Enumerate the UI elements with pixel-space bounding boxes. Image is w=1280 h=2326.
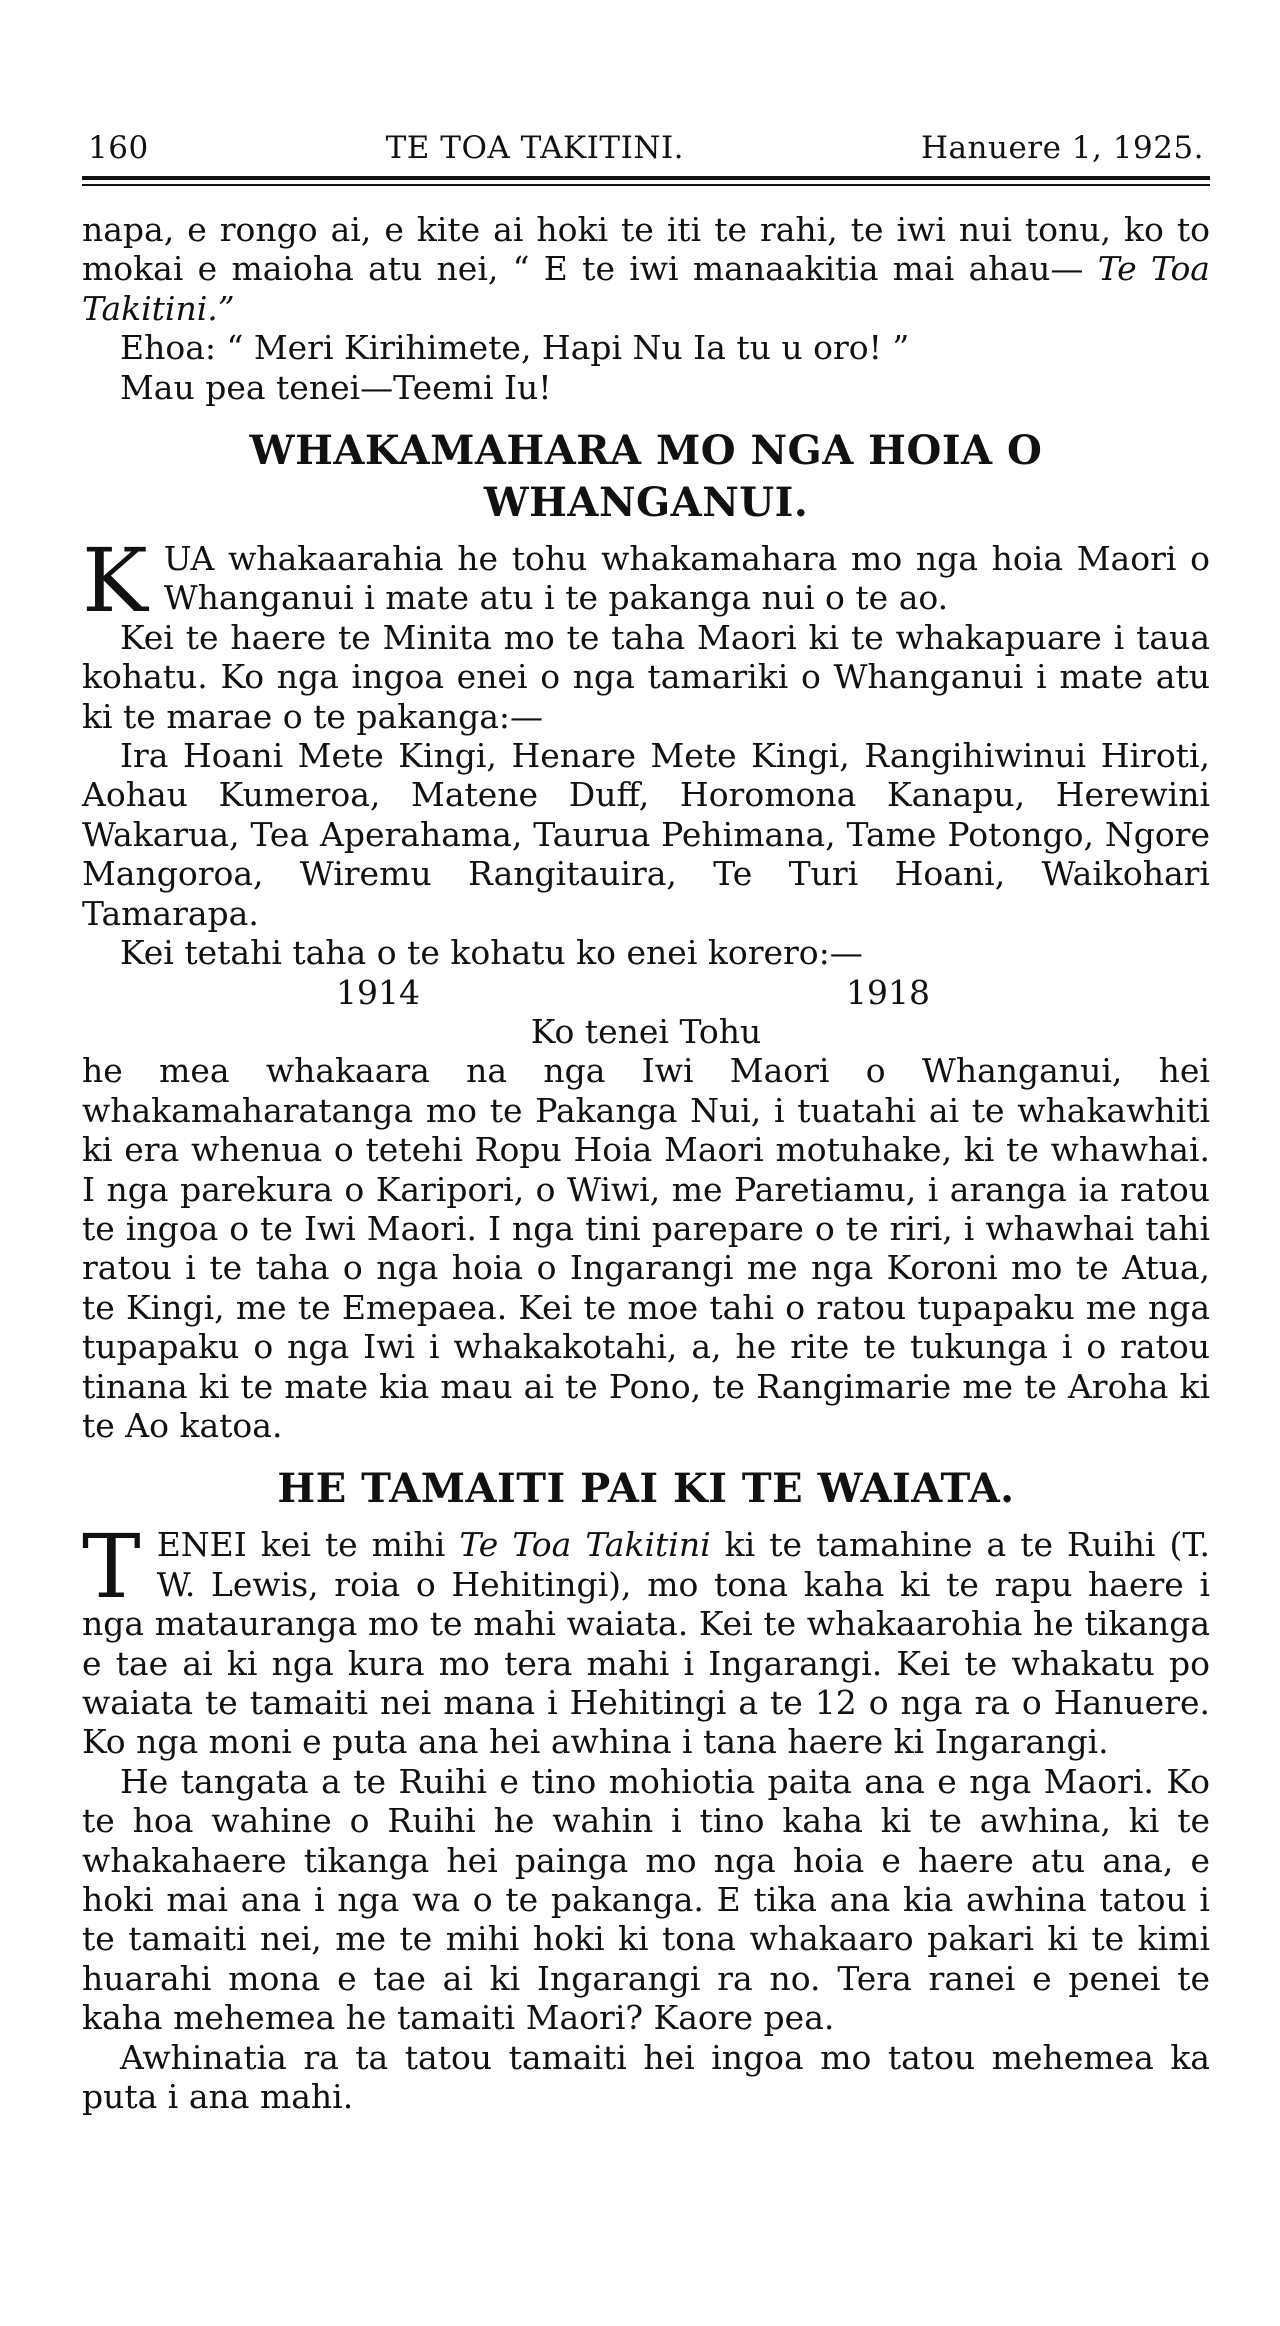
article2-para2: He tangata a te Ruihi e tino mohiotia paita ana e nga Maori. Ko te hoa wahine o Ruihi he wahin i tino kaha ki te awhina, ki te whakahaere tikanga hei painga mo nga hoia e haere atu ana, e hoki mai ana i nga wa o te pakanga. E tika ana kia awhina tatou i te tamaiti nei, me te mihi hoki ki tona whakaaro pakari ki te kimi huarahi mona e tae ai ki Ingarangi ra no. Tera ranei e penei te kaha mehemea he tamaiti Maori? Kaore pea. [82, 1761, 1210, 2038]
intro-paragraph [82, 210, 1210, 328]
intro-greeting: Ehoa: “ Meri Kirihimete, Hapi Nu Ia tu u oro! ” [120, 328, 910, 368]
running-header [82, 130, 1210, 166]
header-rule-thick [82, 176, 1210, 180]
article1-body [82, 529, 1210, 1445]
page [82, 130, 1210, 2116]
article1-para2: Kei te haere te Minita mo te taha Maori ki te whakapuare i taua kohatu. Ko nga ingoa enei o nga tamariki o Whanganui i mate atu ki te marae o te pakanga:— [82, 617, 1210, 736]
article2-para1 [82, 1515, 1210, 1762]
soldier-names: Ira Hoani Mete Kingi, Henare Mete Kingi, Rangihiwinui Hiroti, Aohau Kumeroa, Matene Duff, Horomona Kanapu, Herewini Wakarua, Tea Aperahama, Taurua Pehimana, Tame Potongo, Ngore Mangoroa, Wiremu Rangitauira, Te Turi Hoani, Waikohari Tamarapa. [82, 736, 1210, 933]
header-rule-thin [82, 184, 1210, 186]
intro-closing: Mau pea tenei—Teemi Iu! [120, 367, 552, 407]
inscription-text: he mea whakaara na nga Iwi Maori o Whanganui, hei whakamaharatanga mo te Pakanga Nui, i tuatahi ai te whakawhiti ki era whenua o tetehi Ropu Hoia Maori motuhake, ki te whawhai. I nga parekura o Karipori, o Wiwi, me Paretiamu, i aranga ia ratou te ingoa o te Iwi Maori. I nga tini parepare o te riri, i whawhai tahi ratou i te taha o nga hoia o Ingarangi me nga Koroni mo te Atua, te Kingi, me te Emepaea. Kei te moe tahi o ratou tupapaku me nga tupapaku o nga Iwi i whakakotahi, a, he rite te tukunga i o ratou tinana ki te mate kia mau ai te Pono, te Rangimarie me te Aroha ki te Ao katoa. [82, 1051, 1210, 1445]
article2-para3: Awhinatia ra ta tatou tamaiti hei ingoa mo tatou mehemea ka puta i ana mahi. [82, 2037, 1210, 2117]
article2-dropcap: T [82, 1515, 141, 1619]
article2-heading: HE TAMAITI PAI KI TE WAIATA. [277, 1465, 1015, 1513]
article2-para1-rest: ki te tamahine a te Ruihi (T. W. Lewis, roia o Hehitingi), mo tona kaha ki te rapu haere i nga matauranga mo te mahi waiata. Kei te whakaarohia he tikanga e tae ai ki nga kura mo tera mahi i Ingarangi. Kei te whakatu po waiata te tamaiti nei mana i Hehitingi a te 12 o nga ra o Hanuere. Ko nga moni e puta ana hei awhina i tana haere ki Ingarangi. [82, 1525, 1210, 1762]
stone-intro: Kei tetahi taha o te kohatu ko enei korero:— [120, 933, 863, 973]
intro-line: napa, e rongo ai, e kite ai hoki te iti te rahi, te iwi nui tonu, ko to mokai e maioha atu nei, “ E te iwi manaakitia mai ahau— [82, 210, 1210, 289]
memorial-years [82, 973, 1210, 1012]
article1-para1 [82, 529, 1210, 633]
page-number: 160 [88, 130, 149, 166]
issue-date: Hanuere 1, 1925. [921, 130, 1204, 166]
article1-heading: WHAKAMAHARA MO NGA HOIA O WHANGANUI. [249, 427, 1043, 527]
year-end: 1918 [846, 972, 930, 1012]
intro-section [82, 210, 1210, 407]
stone-title: Ko tenei Tohu [530, 1011, 762, 1051]
article1-dropcap: K [82, 529, 148, 633]
article2-para1-start: ENEI kei te mihi [156, 1525, 460, 1565]
article1-para1-text: UA whakaarahia he tohu whakamahara mo nga hoia Maori o Whanganui i mate atu i te pakanga nui o te ao. [163, 539, 1210, 618]
year-start: 1914 [336, 972, 420, 1012]
article2-body [82, 1515, 1210, 2117]
intro-signature: Te Toa Takitini.” [82, 249, 1210, 328]
journal-name-italic: Te Toa Takitini [459, 1525, 711, 1565]
journal-title: TE TOA TAKITINI. [385, 130, 685, 166]
